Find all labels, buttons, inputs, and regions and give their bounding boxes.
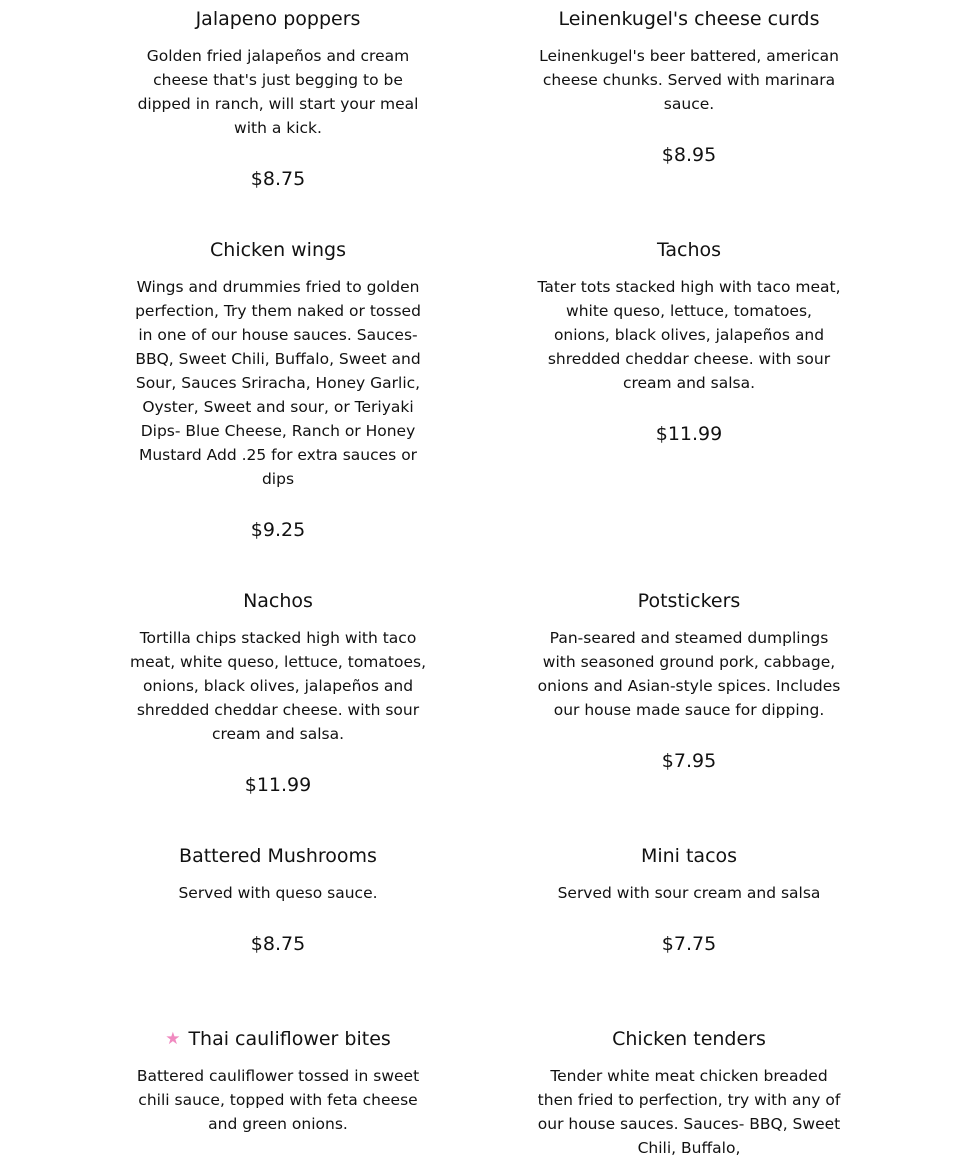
menu-item-jalapeno-poppers [118,7,438,191]
menu-item-potstickers [529,589,849,773]
item-name-row [118,1027,438,1051]
item-description: Battered cauliflower tossed in sweet chili sauce, topped with feta cheese and green onions. [136,1067,420,1133]
item-name: Leinenkugel's cheese curds [558,8,820,30]
item-description: Tender white meat chicken breaded then fried to perfection, try with any of our house sauces. Sauces- BBQ, Sweet Chili, Buffalo, [537,1067,841,1157]
item-name: Battered Mushrooms [179,845,377,867]
item-description: Leinenkugel's beer battered, american cheese chunks. Served with marinara sauce. [539,47,839,113]
item-price: $8.75 [250,168,306,190]
item-price: $8.95 [661,144,717,166]
item-price: $8.75 [250,933,306,955]
item-price: $11.99 [655,423,723,445]
item-name: Nachos [243,590,313,612]
item-price: $7.95 [661,750,717,772]
item-name: Chicken tenders [612,1028,766,1050]
item-description: Pan-seared and steamed dumplings with seasoned ground pork, cabbage, onions and Asian-style spices. Includes our house made sauce for dipping. [537,629,841,719]
item-price: $7.75 [661,933,717,955]
item-name: Potstickers [637,590,741,612]
menu-item-battered-mushrooms [118,844,438,956]
item-name: Tachos [656,239,722,261]
item-name: Chicken wings [210,239,346,261]
menu-item-cheese-curds [529,7,849,167]
star-icon: ★ [165,1029,181,1049]
item-description: Golden fried jalapeños and cream cheese that's just begging to be dipped in ranch, will start your meal with a kick. [137,47,419,137]
menu-item-tachos [529,238,849,446]
item-price: $9.25 [250,519,306,541]
item-description: Wings and drummies fried to golden perfection, Try them naked or tossed in one of our house sauces. Sauces- BBQ, Sweet Chili, Buffalo, Sweet and Sour, Sauces Sriracha, Honey Garlic, Oyster, Sweet and sour, or Teriyaki Dips- Blue Cheese, Ranch or Honey Mustard Add .25 for extra sauces or dips [135,278,421,488]
item-name: Mini tacos [640,845,738,867]
item-description: Served with queso sauce. [178,884,378,902]
menu-item-nachos [118,589,438,797]
item-price: $11.99 [244,774,312,796]
menu-item-mini-tacos [529,844,849,956]
item-name: Thai cauliflower bites [188,1028,391,1050]
item-description: Tater tots stacked high with taco meat, white queso, lettuce, tomatoes, onions, black olives, jalapeños and shredded cheddar cheese. with sour cream and salsa. [537,278,841,392]
menu-item-chicken-tenders [529,1027,849,1160]
item-description: Tortilla chips stacked high with taco meat, white queso, lettuce, tomatoes, onions, black olives, jalapeños and shredded cheddar cheese. with sour cream and salsa. [129,629,426,743]
menu-item-chicken-wings [118,238,438,542]
menu-item-thai-cauliflower-bites [118,1027,438,1136]
item-name: Jalapeno poppers [195,8,361,30]
item-description: Served with sour cream and salsa [557,884,821,902]
